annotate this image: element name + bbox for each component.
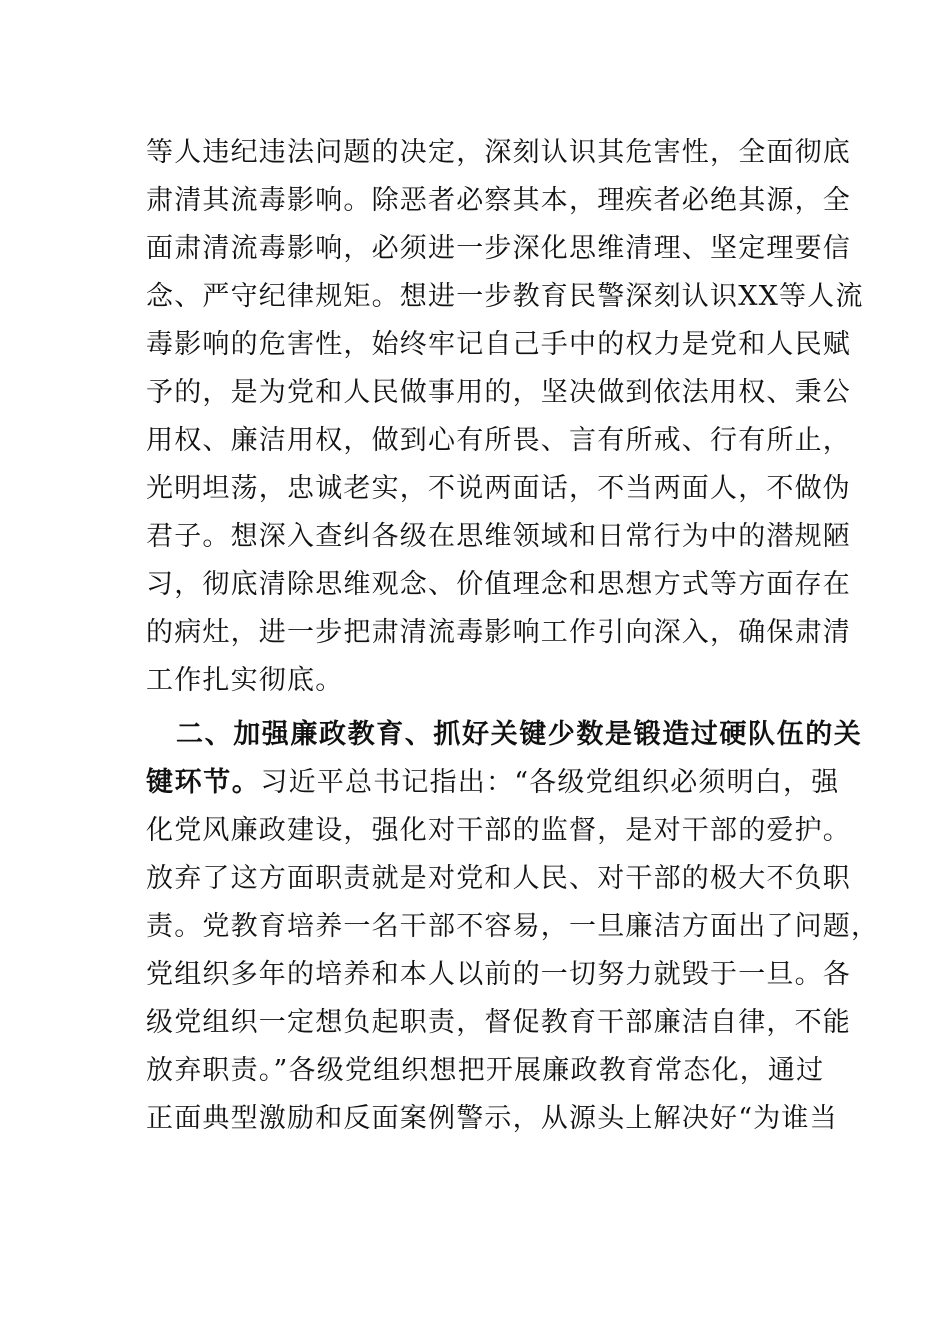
paragraph-2-line-6: 党组织多年的培养和本人以前的一切努力就毁于一旦。各	[146, 959, 851, 990]
paragraph-1-line-4: 念、严守纪律规矩。想进一步教育民警深刻认识XX等人流	[146, 281, 864, 312]
paragraph-2-line-5: 责。党教育培养一名干部不容易，一旦廉洁方面出了问题，	[146, 911, 880, 942]
paragraph-1-line-7: 用权、廉洁用权，做到心有所畏、言有所戒、行有所止，	[146, 425, 851, 456]
paragraph-1-line-3: 面肃清流毒影响，必须进一步深化思维清理、坚定理要信	[146, 233, 851, 264]
paragraph-1-line-2: 肃清其流毒影响。除恶者必察其本，理疾者必绝其源，全	[146, 185, 851, 216]
paragraph-1-line-1: 等人违纪违法问题的决定，深刻认识其危害性，全面彻底	[146, 137, 851, 168]
section-heading-line-2: 键环节。	[146, 767, 261, 798]
paragraph-1-line-12: 工作扎实彻底。	[146, 665, 344, 696]
paragraph-2-line-9: 正面典型激励和反面案例警示，从源头上解决好“为谁当	[146, 1103, 838, 1134]
paragraph-1-line-6: 予的，是为党和人民做事用的，坚决做到依法用权、秉公	[146, 377, 851, 408]
section-heading-line-1: 二、加强廉政教育、抓好关键少数是锻造过硬队伍的关	[176, 719, 863, 750]
paragraph-2-line-4: 放弃了这方面职责就是对党和人民、对干部的极大不负职	[146, 863, 851, 894]
paragraph-2-line-7: 级党组织一定想负起职责，督促教育干部廉洁自律，不能	[146, 1007, 851, 1038]
paragraph-1-line-5: 毒影响的危害性，始终牢记自己手中的权力是党和人民赋	[146, 329, 851, 360]
paragraph-2-line-2-text: 习近平总书记指出：“各级党组织必须明白，强	[260, 767, 840, 798]
paragraph-2-line-3: 化党风廉政建设，强化对干部的监督，是对干部的爱护。	[146, 815, 851, 846]
paragraph-2-line-8: 放弃职责。”各级党组织想把开展廉政教育常态化，通过	[146, 1055, 825, 1086]
paragraph-1-line-10: 习，彻底清除思维观念、价值理念和思想方式等方面存在	[146, 569, 851, 600]
paragraph-2-line-2	[146, 766, 839, 800]
paragraph-1-line-11: 的病灶，进一步把肃清流毒影响工作引向深入，确保肃清	[146, 617, 851, 648]
paragraph-1-line-8: 光明坦荡，忠诚老实，不说两面话，不当两面人，不做伪	[146, 473, 851, 504]
paragraph-1-line-9: 君子。想深入查纠各级在思维领域和日常行为中的潜规陋	[146, 521, 851, 552]
